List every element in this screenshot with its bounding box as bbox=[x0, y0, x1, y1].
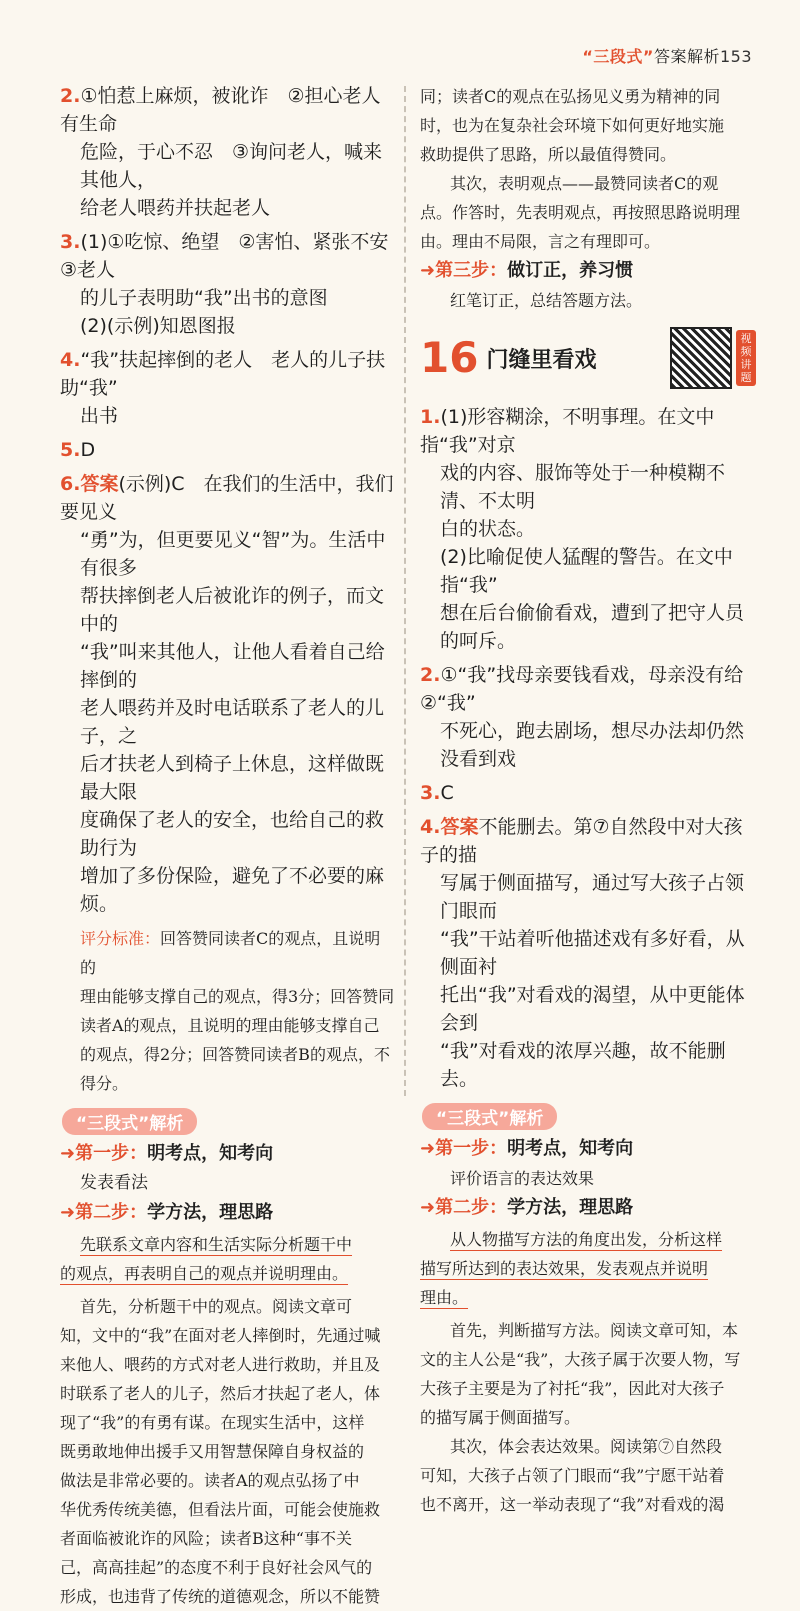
answer-3 bbox=[60, 228, 408, 340]
step-arrow-icon: ➜ bbox=[60, 1202, 76, 1223]
step-body: 发表看法 bbox=[80, 1173, 148, 1193]
item-number: 6. bbox=[60, 473, 81, 495]
analysis-line: 由。理由不局限，言之有理即可。 bbox=[420, 232, 661, 251]
answer-line: “勇”为，但更要见义“智”为。生活中有很多 bbox=[80, 529, 386, 579]
step-title: 学方法，理思路 bbox=[507, 1197, 634, 1218]
step-arrow-icon: ➜ bbox=[420, 1138, 436, 1159]
step-label: 第三步： bbox=[435, 260, 508, 281]
scoring-criteria bbox=[60, 924, 396, 1098]
answer-line: 度确保了老人的安全，也给自己的救助行为 bbox=[80, 809, 385, 859]
qr-code-icon[interactable] bbox=[670, 327, 732, 389]
step-label: 第二步： bbox=[75, 1202, 148, 1223]
analysis-line: 救助提供了思路，所以最值得赞同。 bbox=[420, 145, 677, 164]
method-text: 先联系文章内容和生活实际分析题干中 bbox=[80, 1235, 353, 1254]
answer-line: “我”叫来其他人，让他人看着自己给摔倒的 bbox=[80, 641, 385, 691]
right-column bbox=[420, 82, 763, 1519]
step-title: 明考点，知考向 bbox=[147, 1143, 274, 1164]
step-label: 第一步： bbox=[435, 1138, 508, 1159]
continued-paragraph bbox=[420, 82, 756, 256]
page-number: 153 bbox=[719, 47, 752, 66]
answer-4 bbox=[420, 813, 756, 1093]
step-title: 学方法，理思路 bbox=[147, 1202, 274, 1223]
answer-line: (1)①吃惊、绝望 ②害怕、紧张不安 ③老人 bbox=[60, 231, 408, 281]
answer-line: 给老人喂药并扶起老人 bbox=[80, 197, 271, 219]
answer-line: 托出“我”对看戏的渴望，从中更能体会到 bbox=[440, 984, 745, 1034]
item-number: 2. bbox=[60, 85, 81, 107]
answer-line: 不能删去。第⑦自然段中对大孩子的描 bbox=[420, 816, 743, 866]
analysis-line: 同；读者C的观点在弘扬见义勇为精神的同 bbox=[420, 87, 721, 106]
analysis-line: 文的主人公是“我”，大孩子属于次要人物，写 bbox=[420, 1350, 741, 1369]
analysis-paragraph bbox=[60, 1292, 396, 1611]
answer-6 bbox=[60, 470, 396, 918]
answer-line: ①怕惹上麻烦，被讹诈 ②担心老人有生命 bbox=[60, 85, 381, 135]
answer-line: 增加了多份保险，避免了不必要的麻烦。 bbox=[80, 865, 385, 915]
header-title: 答案解析 bbox=[653, 47, 720, 66]
answer-2 bbox=[420, 661, 763, 773]
analysis-line: 的描写属于侧面描写。 bbox=[420, 1408, 581, 1427]
analysis-line: 知，文中的“我”在面对老人摔倒时，先通过喊 bbox=[60, 1326, 381, 1345]
method-text: 理由。 bbox=[420, 1288, 469, 1307]
answer-line: (1)形容糊涂，不明事理。在文中指“我”对京 bbox=[420, 406, 715, 456]
analysis-paragraph bbox=[420, 1316, 756, 1519]
analysis-line: 既勇敢地伸出援手又用智慧保障自身权益的 bbox=[60, 1442, 365, 1461]
analysis-line: 大孩子主要是为了衬托“我”，因此对大孩子 bbox=[420, 1379, 725, 1398]
step-body: 评价语言的表达效果 bbox=[450, 1169, 595, 1188]
item-number: 1. bbox=[420, 406, 441, 428]
analysis-line: 现了“我”的有勇有谋。在现实生活中，这样 bbox=[60, 1413, 365, 1432]
analysis-line: 其次，体会表达效果。阅读第⑦自然段 bbox=[450, 1437, 723, 1456]
video-explanation-badge[interactable]: 视频讲题 bbox=[736, 330, 756, 386]
scoring-line: 的观点，得2分；回答赞同读者B的观点，不 bbox=[80, 1045, 390, 1064]
analysis-line: 者面临被讹诈的风险；读者B这种“事不关 bbox=[60, 1529, 352, 1548]
step-title: 明考点，知考向 bbox=[507, 1138, 634, 1159]
answer-line: “我”对看戏的浓厚兴趣，故不能删去。 bbox=[440, 1040, 726, 1090]
item-number: 3. bbox=[60, 231, 81, 253]
analysis-line: 己，高高挂起”的态度不利于良好社会风气的 bbox=[60, 1558, 373, 1577]
step-2 bbox=[60, 1198, 396, 1228]
analysis-line: 首先，判断描写方法。阅读文章可知，本 bbox=[450, 1321, 739, 1340]
answer-text: C bbox=[440, 782, 454, 804]
scoring-label: 评分标准： bbox=[80, 929, 161, 948]
step-1 bbox=[420, 1134, 756, 1164]
answer-line: “我”干站着听他描述戏有多好看，从侧面衬 bbox=[440, 928, 745, 978]
answer-3 bbox=[420, 779, 756, 807]
scoring-line: 读者A的观点，且说明的理由能够支撑自己 bbox=[80, 1016, 380, 1035]
header-quote: “三段式” bbox=[582, 47, 654, 66]
step-label: 第一步： bbox=[75, 1143, 148, 1164]
answer-line: 出书 bbox=[80, 405, 119, 427]
answer-line: 帮扶摔倒老人后被讹诈的例子，而文中的 bbox=[80, 585, 385, 635]
step-arrow-icon: ➜ bbox=[60, 1143, 76, 1164]
answer-line: ①“我”找母亲要钱看戏，母亲没有给 ②“我” bbox=[420, 664, 763, 714]
item-number: 4. bbox=[420, 816, 441, 838]
item-number: 4. bbox=[60, 349, 81, 371]
analysis-line: 点。作答时，先表明观点，再按照思路说明理 bbox=[420, 203, 741, 222]
answer-line: 危险，于心不忍 ③询问老人，喊来其他人， bbox=[80, 141, 383, 191]
left-column bbox=[60, 82, 408, 1611]
method-text: 的观点，再表明自己的观点并说明理由。 bbox=[60, 1264, 349, 1283]
method-text: 描写所达到的表达效果，发表观点并说明 bbox=[420, 1259, 709, 1278]
step-arrow-icon: ➜ bbox=[420, 260, 436, 281]
answer-line: 不死心，跑去剧场，想尽办法却仍然没看到戏 bbox=[440, 720, 745, 770]
section-header bbox=[420, 327, 756, 389]
step-label: 第二步： bbox=[435, 1197, 508, 1218]
page-header bbox=[582, 44, 752, 67]
answer-line: 想在后台偷偷看戏，遭到了把守人员的呵斥。 bbox=[440, 602, 745, 652]
step-2 bbox=[420, 1193, 756, 1223]
answer-line: 白的状态。 bbox=[440, 518, 536, 540]
answer-line: 老人喂药并及时电话联系了老人的儿子，之 bbox=[80, 697, 385, 747]
analysis-line: 时，也为在复杂社会环境下如何更好地实施 bbox=[420, 116, 725, 135]
analysis-line: 时联系了老人的儿子，然后才扶起了老人，体 bbox=[60, 1384, 381, 1403]
item-number: 5. bbox=[60, 439, 81, 461]
analysis-line: 也不离开，这一举动表现了“我”对看戏的渴 bbox=[420, 1495, 725, 1514]
analysis-line: 可知，大孩子占领了门眼而“我”宁愿干站着 bbox=[420, 1466, 725, 1485]
answer-line: (2)比喻促使人猛醒的警告。在文中指“我” bbox=[440, 546, 733, 596]
answer-line: 戏的内容、服饰等处于一种模糊不清、不太明 bbox=[440, 462, 726, 512]
answer-line: (示例)C 在我们的生活中，我们要见义 bbox=[60, 473, 394, 523]
step-3 bbox=[420, 256, 756, 286]
scoring-line: 得分。 bbox=[80, 1074, 129, 1093]
analysis-line: 其次，表明观点——最赞同读者C的观 bbox=[450, 174, 719, 193]
analysis-line: 做法是非常必要的。读者A的观点弘扬了中 bbox=[60, 1471, 360, 1490]
item-number: 2. bbox=[420, 664, 441, 686]
section-title: 门缝里看戏 bbox=[486, 347, 597, 373]
analysis-line: 华优秀传统美德，但看法片面，可能会使施救 bbox=[60, 1500, 381, 1519]
answer-line: 后才扶老人到椅子上休息，这样做既最大限 bbox=[80, 753, 385, 803]
answer-5 bbox=[60, 436, 396, 464]
analysis-tag: “三段式”解析 bbox=[62, 1108, 197, 1135]
answer-1 bbox=[420, 403, 756, 655]
answer-4 bbox=[60, 346, 396, 430]
scoring-line: 理由能够支撑自己的观点，得3分；回答赞同 bbox=[80, 987, 395, 1006]
method-text: 从人物描写方法的角度出发，分析这样 bbox=[450, 1230, 723, 1249]
step-1 bbox=[60, 1139, 396, 1169]
step-title: 做订正，养习惯 bbox=[507, 260, 634, 281]
answer-line: (2)(示例)知恩图报 bbox=[80, 315, 236, 337]
answer-2 bbox=[60, 82, 396, 222]
answer-line: 写属于侧面描写，通过写大孩子占领门眼而 bbox=[440, 872, 745, 922]
analysis-line: 来他人、喂药的方式对老人进行救助，并且及 bbox=[60, 1355, 381, 1374]
analysis-line: 形成，也违背了传统的道德观念，所以不能赞 bbox=[60, 1587, 381, 1606]
step-arrow-icon: ➜ bbox=[420, 1197, 436, 1218]
analysis-tag: “三段式”解析 bbox=[422, 1103, 557, 1130]
section-number: 16 bbox=[420, 333, 479, 382]
answer-label: 答案 bbox=[440, 816, 479, 838]
answer-text: D bbox=[80, 439, 96, 461]
scoring-line: 回答赞同读者C的观点，且说明的 bbox=[80, 929, 381, 977]
answer-line: “我”扶起摔倒的老人 老人的儿子扶助“我” bbox=[60, 349, 386, 399]
analysis-line: 首先，分析题干中的观点。阅读文章可 bbox=[80, 1297, 353, 1316]
answer-label: 答案 bbox=[80, 473, 119, 495]
step-body: 红笔订正，总结答题方法。 bbox=[450, 291, 643, 310]
item-number: 3. bbox=[420, 782, 441, 804]
answer-line: 的儿子表明助“我”出书的意图 bbox=[80, 287, 328, 309]
